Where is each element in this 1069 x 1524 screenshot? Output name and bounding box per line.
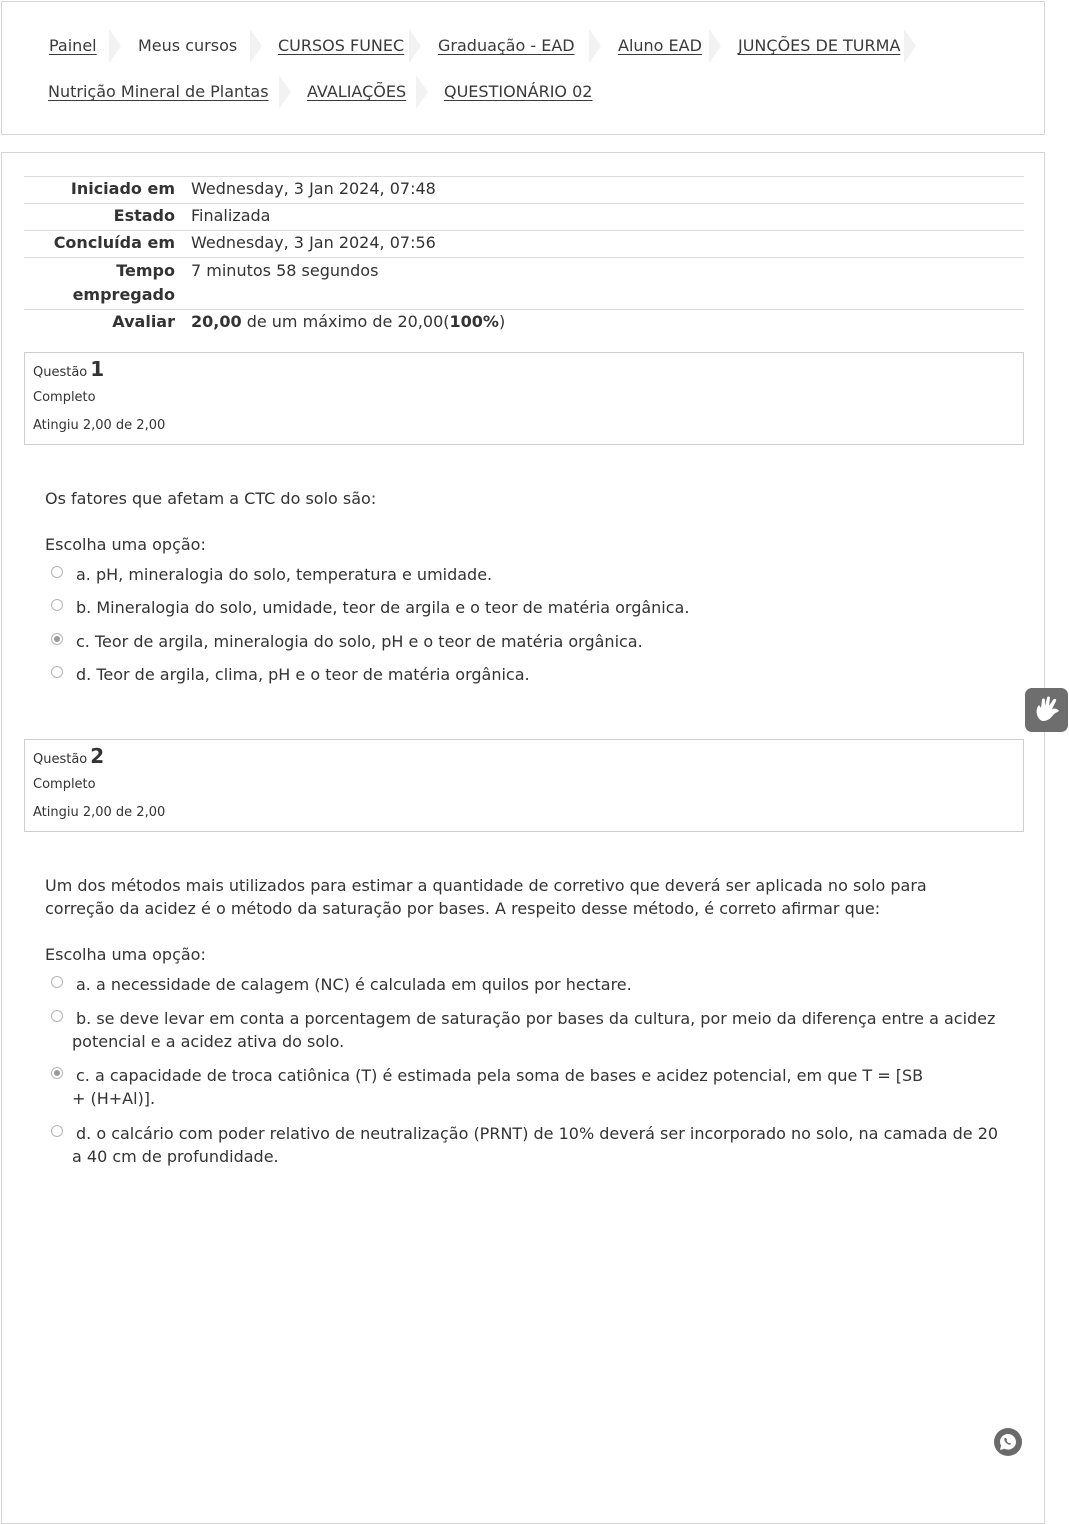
question-grade: Atingiu 2,00 de 2,00 [33, 805, 166, 820]
divider [24, 257, 1024, 258]
chevron-right-icon [109, 29, 121, 63]
completed-label: Concluída em [53, 233, 175, 252]
time-taken-label-line1: Tempo [116, 261, 175, 280]
question-number [33, 744, 104, 768]
chevron-right-icon [250, 29, 262, 63]
option-label: b. Mineralogia do solo, umidade, teor de argila e o teor de matéria orgânica. [76, 598, 690, 617]
question-number-value: 2 [90, 744, 105, 768]
question-prefix: Questão [33, 752, 88, 767]
question-state: Completo [33, 390, 96, 405]
question-1-option-b[interactable] [50, 596, 1005, 619]
radio-button-selected[interactable] [51, 1067, 63, 1079]
chevron-right-icon [409, 29, 421, 63]
question-1-text: Os fatores que afetam a CTC do solo são: [45, 489, 377, 508]
whatsapp-icon [999, 1433, 1017, 1451]
time-taken-value: 7 minutos 58 segundos [191, 261, 379, 280]
chevron-right-icon [589, 29, 601, 63]
breadcrumb-item-questionario-02[interactable]: QUESTIONÁRIO 02 [444, 82, 593, 101]
grade-max: de um máximo de 20,00( [246, 312, 450, 331]
grade-score: 20,00 [191, 312, 242, 331]
breadcrumb-item-avaliacoes[interactable]: AVALIAÇÕES [307, 82, 407, 101]
question-1-info [24, 352, 1024, 445]
grade-label: Avaliar [112, 312, 175, 331]
completed-value: Wednesday, 3 Jan 2024, 07:56 [191, 233, 436, 252]
radio-button[interactable] [51, 1010, 63, 1022]
question-2-option-d[interactable] [50, 1122, 1005, 1168]
question-grade: Atingiu 2,00 de 2,00 [33, 418, 166, 433]
breadcrumb [1, 1, 1045, 135]
radio-button[interactable] [51, 976, 63, 988]
state-label: Estado [113, 206, 175, 225]
breadcrumb-item-cursos-funec[interactable]: CURSOS FUNEC [278, 36, 405, 55]
question-number [33, 357, 104, 381]
question-1-option-d[interactable] [50, 663, 1005, 686]
grade-value [191, 310, 505, 334]
sign-language-hand-icon [1032, 695, 1062, 725]
grade-percent: 100% [449, 312, 499, 331]
question-number-value: 1 [90, 357, 105, 381]
started-value: Wednesday, 3 Jan 2024, 07:48 [191, 179, 436, 198]
accessibility-widget-button[interactable] [1025, 688, 1068, 732]
breadcrumb-item-nutricao-mineral[interactable]: Nutrição Mineral de Plantas [48, 82, 269, 101]
question-2-option-b[interactable] [50, 1007, 1005, 1053]
breadcrumb-item-meus-cursos: Meus cursos [138, 36, 238, 55]
question-2-option-a[interactable] [50, 973, 1005, 996]
option-label: d. o calcário com poder relativo de neutralização (PRNT) de 10% deverá ser incorporado no solo, na camada de 20 a 40 cm de profundidade. [72, 1124, 999, 1166]
question-state: Completo [33, 777, 96, 792]
question-2-option-c[interactable] [50, 1064, 930, 1110]
breadcrumb-item-juncoes-de-turma[interactable]: JUNÇÕES DE TURMA [738, 36, 901, 55]
state-value: Finalizada [191, 206, 271, 225]
option-label: a. a necessidade de calagem (NC) é calculada em quilos por hectare. [76, 975, 632, 994]
question-prefix: Questão [33, 365, 88, 380]
radio-button[interactable] [51, 599, 63, 611]
breadcrumb-item-aluno-ead[interactable]: Aluno EAD [618, 36, 702, 55]
time-taken-label-line2: empregado [72, 285, 175, 304]
chevron-right-icon [709, 29, 721, 63]
question-2-text: Um dos métodos mais utilizados para estimar a quantidade de corretivo que deverá ser aplicada no solo para correção da acidez é o método da saturação por bases. A respeito desse método, é correto afirmar que: [45, 876, 927, 918]
started-label: Iniciado em [70, 179, 175, 198]
option-label: c. Teor de argila, mineralogia do solo, pH e o teor de matéria orgânica. [76, 632, 643, 651]
radio-button[interactable] [51, 666, 63, 678]
question-1-prompt: Escolha uma opção: [45, 535, 206, 554]
question-1-option-c[interactable] [50, 630, 1005, 653]
option-label: d. Teor de argila, clima, pH e o teor de matéria orgânica. [76, 665, 530, 684]
radio-button[interactable] [51, 1125, 63, 1137]
chevron-right-icon [416, 75, 428, 109]
breadcrumb-item-graduacao-ead[interactable]: Graduação - EAD [438, 36, 575, 55]
option-label: c. a capacidade de troca catiônica (T) é estimada pela soma de bases e acidez potencial, em que T = [SB + (H+Al)]. [72, 1066, 924, 1108]
quiz-review [1, 152, 1045, 1524]
radio-button-selected[interactable] [51, 633, 63, 645]
option-label: b. se deve levar em conta a porcentagem de saturação por bases da cultura, por meio da diferença entre a acidez potencial e a acidez ativa do solo. [72, 1009, 996, 1051]
chevron-right-icon [279, 75, 291, 109]
option-label: a. pH, mineralogia do solo, temperatura e umidade. [76, 565, 493, 584]
radio-button[interactable] [51, 566, 63, 578]
breadcrumb-item-painel[interactable]: Painel [49, 36, 97, 55]
chat-widget-button[interactable] [994, 1428, 1022, 1456]
chevron-right-icon [904, 29, 916, 63]
grade-close: ) [498, 312, 506, 331]
question-1-option-a[interactable] [50, 563, 1005, 586]
question-2-info [24, 739, 1024, 832]
question-2-prompt: Escolha uma opção: [45, 945, 206, 964]
